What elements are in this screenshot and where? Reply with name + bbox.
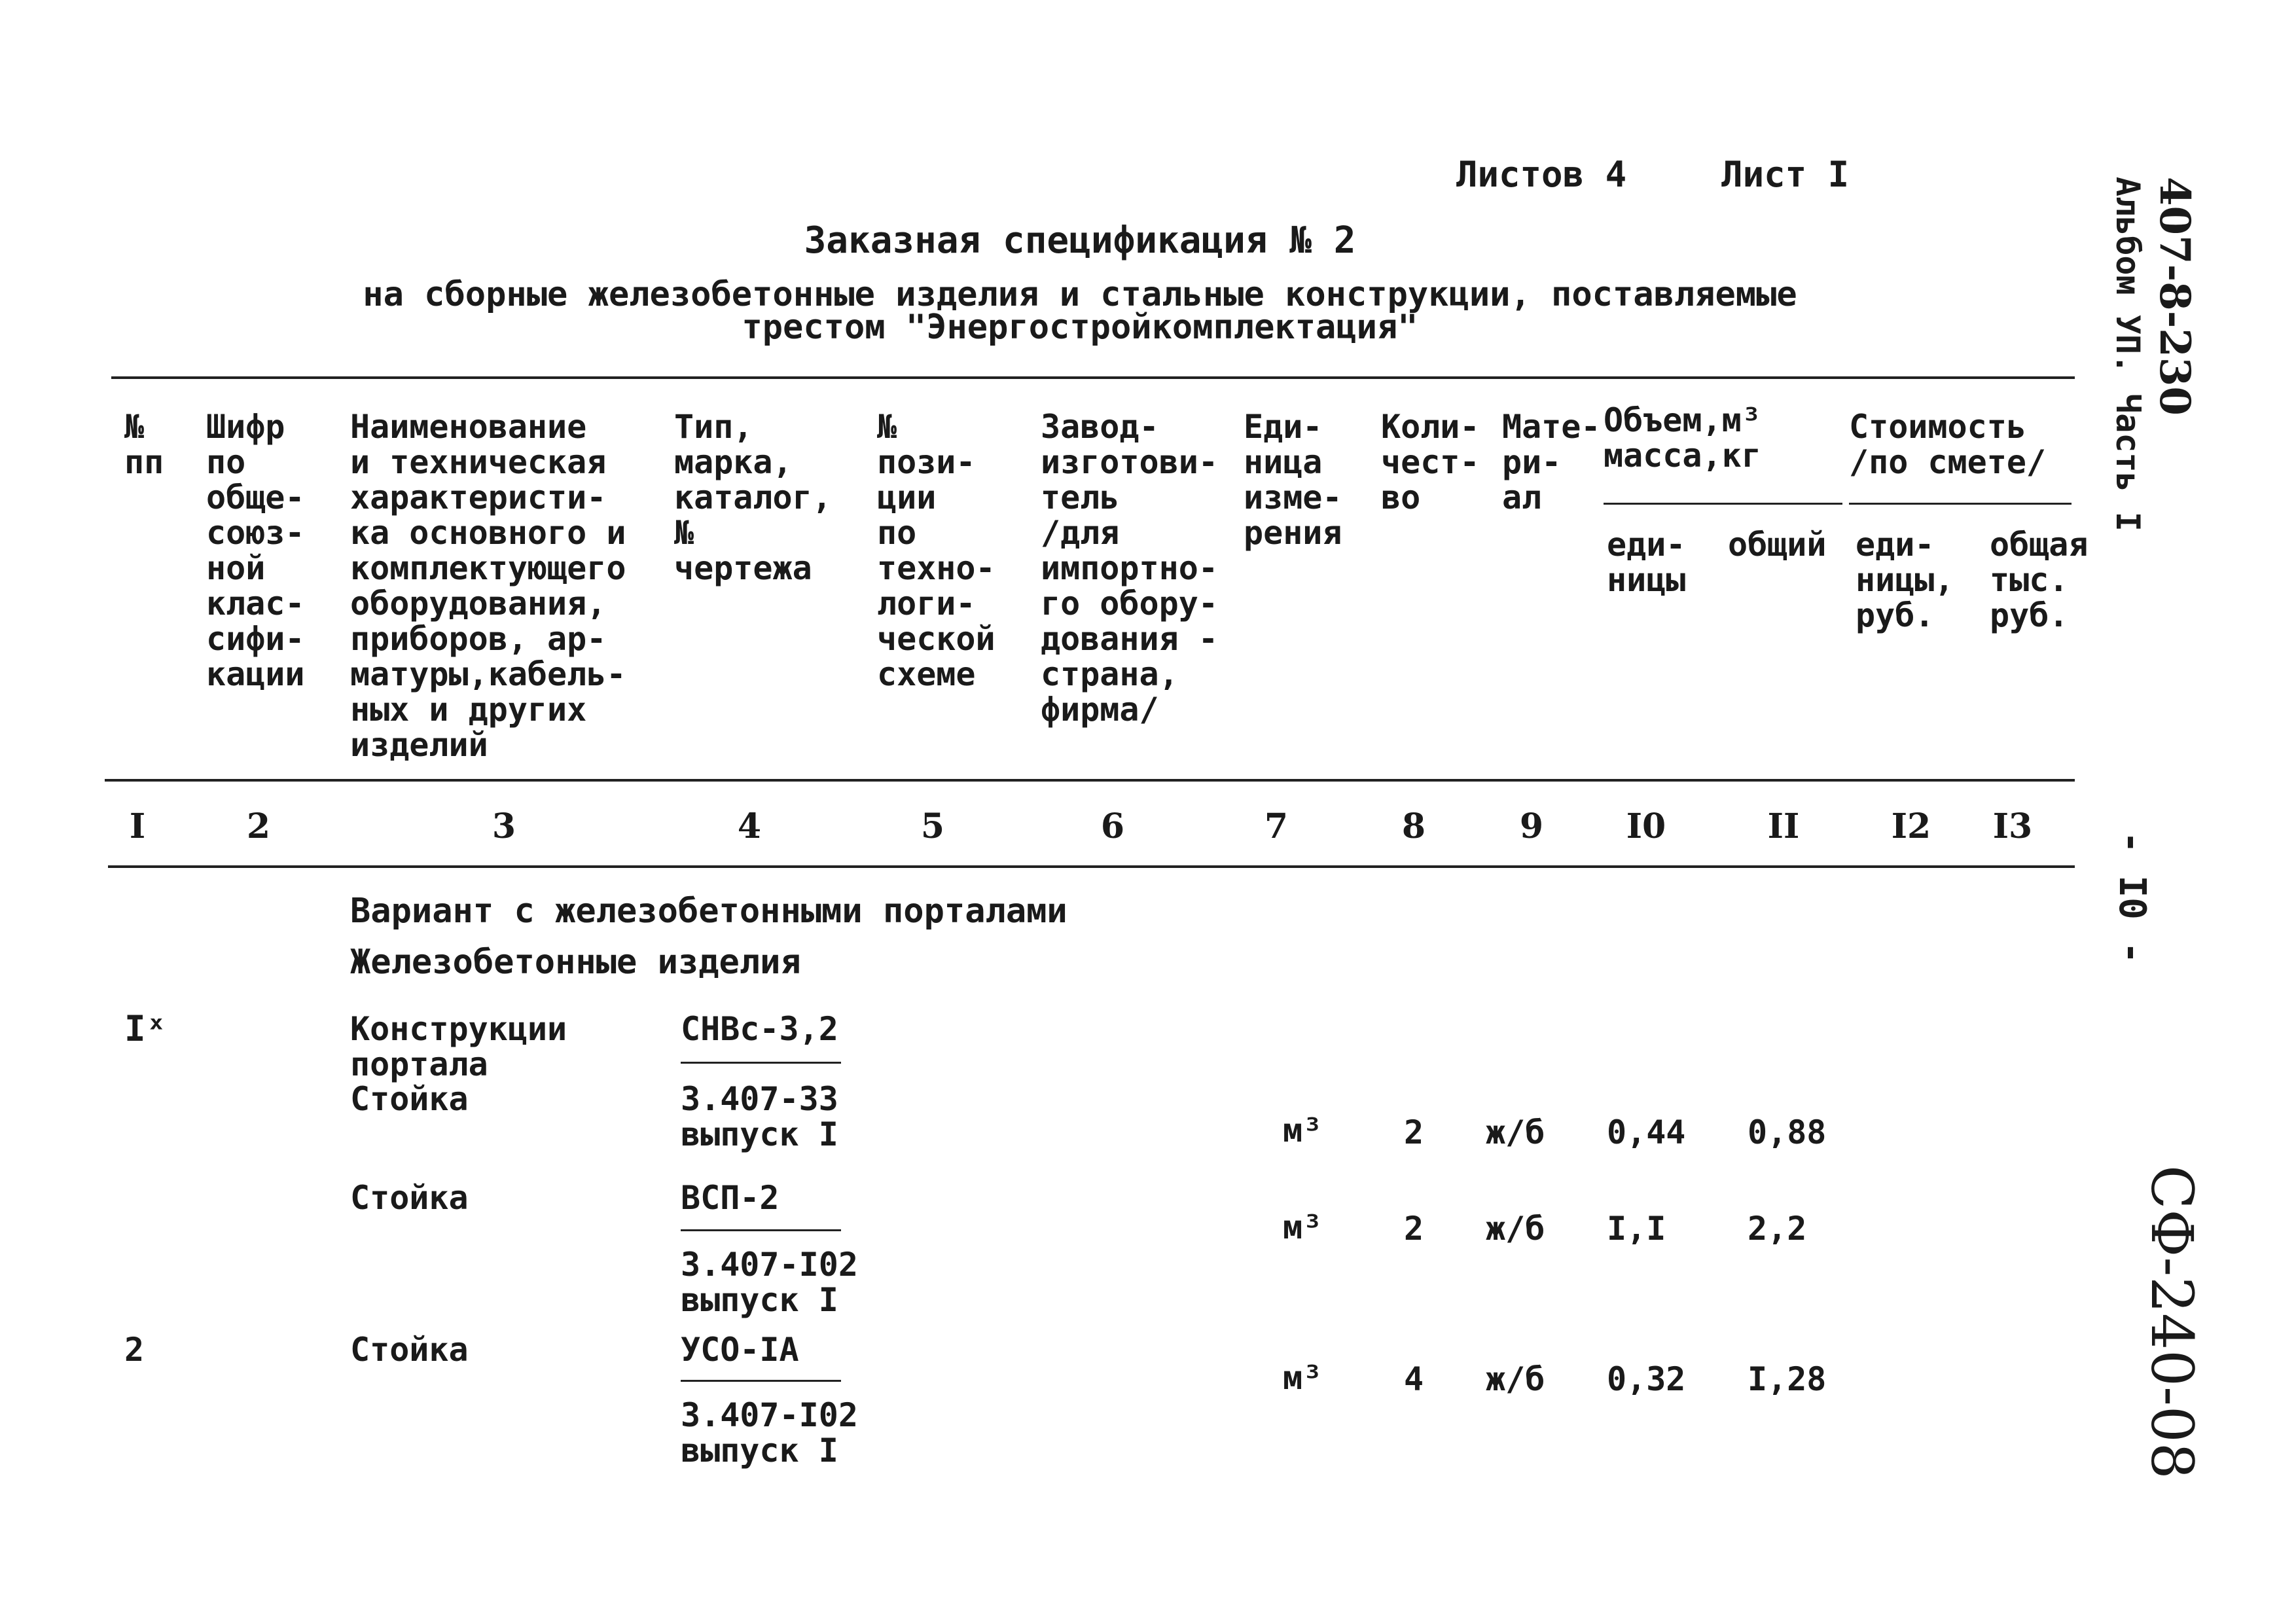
sheet-info [1456, 154, 1849, 195]
col-header-material: Мате- ри- ал [1502, 408, 1601, 516]
type-divider [681, 1229, 841, 1231]
col-header-volume-unit: еди- ницы [1607, 526, 1686, 599]
section-variant: Вариант с железобетонными порталами [350, 892, 1067, 931]
column-numbers-rule [108, 865, 2075, 868]
margin-sf-code: СФ-240-08 [2138, 1165, 2206, 1479]
table-top-rule [111, 376, 2075, 379]
row-quantity: 2 [1404, 1113, 1424, 1151]
col-header-manufacturer: Завод- изготови- тель /для импортно- го обору- дования - страна, фирма/ [1041, 408, 1218, 729]
col-header-cost-unit: еди- ницы, руб. [1856, 526, 1954, 634]
col-header-code: Шифр по обще- союз- ной клас- сифи- кации [206, 408, 305, 693]
document-subtitle-line2: трестом "Энергостройкомплектация" [742, 308, 1418, 347]
column-number: 3 [492, 806, 516, 846]
col-header-position: № пози- ции по техно- логи- ческой схеме [877, 408, 996, 693]
row-volume-total: 0,88 [1748, 1113, 1827, 1151]
document-subtitle-line1: на сборные железобетонные изделия и стальные конструкции, поставляемые [363, 275, 1797, 314]
row-unit: м³ [1283, 1111, 1323, 1149]
row-material: ж/б [1486, 1360, 1545, 1398]
col-header-unit: Еди- ница изме- рения [1244, 408, 1342, 552]
col-header-type: Тип, марка, каталог, № чертежа [674, 408, 832, 587]
column-number: I0 [1626, 806, 1666, 846]
row-name-sub: Стойка [350, 1080, 469, 1118]
document-title: Заказная спецификация № 2 [804, 219, 1356, 262]
row-quantity: 4 [1404, 1360, 1424, 1398]
col-header-num: № пп [124, 408, 164, 481]
row-type-drawing: 3.407-33 выпуск I [681, 1080, 838, 1153]
column-number: I2 [1891, 806, 1931, 846]
row-type-mark: УСО-IА [681, 1331, 799, 1369]
section-group: Железобетонные изделия [350, 943, 801, 982]
margin-doc-code: 407-8-230 [2150, 177, 2199, 416]
cost-subheader-rule [1849, 503, 2072, 505]
sheets-total: Листов 4 [1456, 154, 1627, 195]
header-bottom-rule [105, 779, 2075, 782]
row-material: ж/б [1486, 1210, 1545, 1248]
row-type-mark: СНВс-3,2 [681, 1010, 838, 1048]
col-header-cost-total: общая тыс. руб. [1990, 526, 2089, 634]
row-name: Стойка [350, 1331, 469, 1369]
col-header-cost: Стоимость /по смете/ [1849, 408, 2047, 481]
row-volume-total: I,28 [1748, 1360, 1827, 1398]
column-number: 4 [737, 806, 762, 846]
row-type-drawing: 3.407-I02 выпуск I [681, 1246, 858, 1319]
row-unit: м³ [1283, 1208, 1323, 1246]
column-number: 2 [246, 806, 271, 846]
row-type-mark: ВСП-2 [681, 1179, 780, 1217]
col-header-quantity: Коли- чест- во [1381, 408, 1480, 516]
row-volume-total: 2,2 [1748, 1210, 1807, 1248]
column-number: II [1767, 806, 1800, 846]
column-number: 7 [1264, 806, 1289, 846]
row-volume-unit: 0,32 [1607, 1360, 1686, 1398]
row-name: Стойка [350, 1179, 469, 1217]
column-number: I [129, 806, 146, 846]
column-number: 8 [1401, 806, 1426, 846]
column-number: 5 [920, 806, 945, 846]
type-divider [681, 1062, 841, 1064]
row-name: Конструкции портала [350, 1010, 567, 1083]
col-header-volume: Объем,м³ масса,кг [1604, 401, 1761, 475]
column-number: 9 [1519, 806, 1544, 846]
sheet-number: Лист I [1721, 154, 1850, 195]
volume-subheader-rule [1604, 503, 1842, 505]
column-number: I3 [1992, 806, 2033, 846]
margin-album: Альбом УП. Часть I [2109, 177, 2147, 532]
type-divider [681, 1380, 841, 1382]
margin-page-number: - I0 - [2111, 831, 2153, 964]
row-volume-unit: I,I [1607, 1210, 1666, 1248]
row-number: Iˣ [124, 1008, 168, 1049]
row-material: ж/б [1486, 1113, 1545, 1151]
row-volume-unit: 0,44 [1607, 1113, 1686, 1151]
row-number: 2 [124, 1331, 145, 1369]
row-type-drawing: 3.407-I02 выпуск I [681, 1396, 858, 1470]
row-unit: м³ [1283, 1359, 1323, 1397]
row-quantity: 2 [1404, 1210, 1424, 1248]
column-number: 6 [1100, 806, 1125, 846]
col-header-volume-total: общий [1728, 526, 1827, 564]
col-header-name: Наименование и техническая характеристи- ка основного и комплектующего оборудования, приборов, ар- матуры,кабель- ных и других изделий [350, 408, 626, 764]
